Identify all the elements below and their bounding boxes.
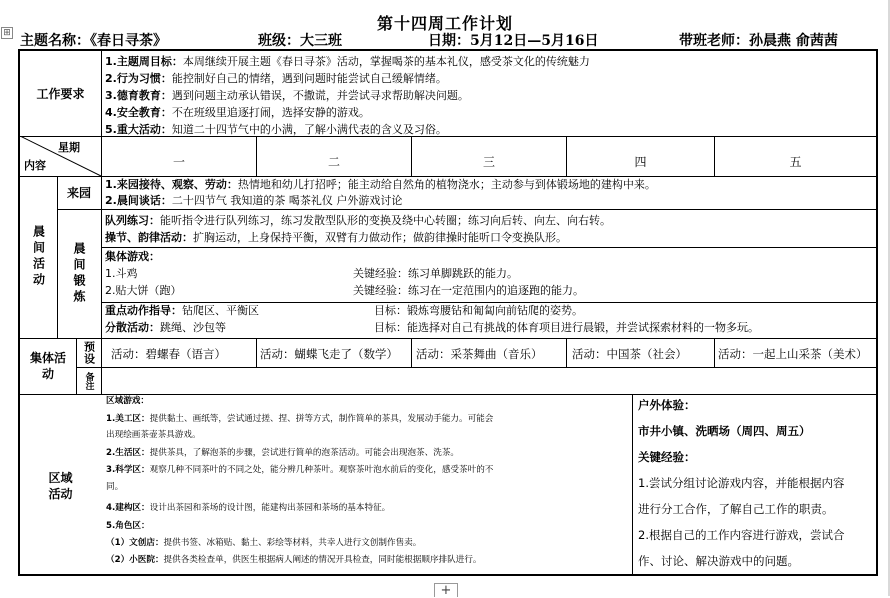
activity-thursday: 活动：中国茶（社会） [572, 347, 687, 361]
area-line: 5.角色区： [106, 521, 150, 531]
theme-name: 主题名称：《春日寻茶》 [20, 33, 167, 49]
key-guidance: 重点动作指导：钻爬区、平衡区 [105, 304, 259, 317]
key-experience-title: 关键经验： [638, 450, 696, 464]
weekday-label: 星期 [58, 141, 80, 154]
requirement-item: 4.安全教育：不在班级里追逐打闹，选择安静的游戏。 [105, 106, 370, 119]
requirement-item: 3.德育教育：遇到问题主动承认错误，不撒谎，并尝试寻求帮助解决问题。 [105, 89, 469, 102]
key-experience-line: 2.根据自己的工作内容进行游戏，尝试合 [638, 528, 845, 542]
day-friday: 五 [789, 155, 802, 169]
area-line: 1.美工区：提供黏土、画纸等，尝试通过搓、捏、拼等方式，制作简单的茶具，发展动手能力。可能会 [106, 414, 494, 424]
date-range: 日期：5月12日—5月16日 [428, 33, 599, 49]
area-line: 3.科学区：观察几种不同茶叶的不同之处，能分辨几种茶叶。观察茶叶泡水前后的变化，感受茶叶的不 [106, 465, 494, 475]
requirement-item: 2.行为习惯：能控制好自己的情绪，遇到问题时能尝试自己缓解情绪。 [105, 72, 447, 85]
activity-monday: 活动：碧螺春（语言） [111, 347, 226, 361]
key-experience-line: 1.尝试分组讨论游戏内容，并能根据内容 [638, 476, 845, 490]
content-label: 内容 [24, 159, 46, 172]
activity-friday: 活动：一起上山采茶（美术） [718, 347, 868, 361]
activity-wednesday: 活动：采茶舞曲（音乐） [416, 347, 543, 361]
area-games-title: 区域游戏： [106, 396, 149, 406]
day-monday: 一 [172, 155, 185, 169]
work-requirements-label: 工作要求 [36, 86, 85, 101]
teacher-names: 带班老师：孙晨燕 俞茜茜 [679, 33, 838, 49]
key-experience-line: 作、讨论、解决游戏中的问题。 [638, 554, 799, 568]
morning-activities-label: 晨间活动 [31, 225, 46, 289]
area-line: 出现绘画茶壶茶具游戏。 [106, 430, 201, 440]
add-row-button[interactable]: + [434, 583, 458, 597]
area-activities-label: 区域活动 [48, 471, 73, 501]
group-game-experience: 关键经验：练习单脚跳跃的能力。 [353, 267, 518, 280]
requirement-item: 1.主题周目标：本周继续开展主题《春日寻茶》活动，掌握喝茶的基本礼仪，感受茶文化的传统魅力 [105, 55, 590, 68]
outdoor-experience-title: 户外体验： [638, 398, 696, 412]
activity-tuesday: 活动：蝴蝶飞走了（数学） [260, 347, 398, 361]
area-line: （2）小医院：提供各类检查单，供医生根据病人阐述的情况开具检查，同时能根据顺序排队进行。 [106, 555, 482, 565]
group-game-name: 2.贴大饼（跑） [105, 284, 182, 297]
day-tuesday: 二 [327, 155, 340, 169]
plan-header [20, 30, 878, 48]
group-game-name: 1.斗鸡 [105, 267, 138, 280]
requirement-item: 5.重大活动：知道二十四节气中的小满，了解小满代表的含义及习俗。 [105, 123, 447, 136]
area-line: （1）文创店：提供书签、冰箱贴、黏土、彩绘等材料，共幸人进行文创制作售卖。 [106, 538, 422, 548]
collective-activities-label: 集体活动 [30, 351, 67, 381]
group-game-experience: 关键经验：练习在一定范围内的追逐跑的能力。 [353, 284, 584, 297]
class-name: 班级：大三班 [258, 33, 342, 49]
area-line: 同。 [106, 482, 124, 492]
area-line: 4.建构区：设计出茶园和茶场的设计图，能建构出茶园和茶场的基本特征。 [106, 503, 391, 513]
day-wednesday: 三 [482, 155, 495, 169]
arrival-line: 2.晨间谈话：二十四节气 我知道的茶 喝茶礼仪 户外游戏讨论 [105, 194, 403, 207]
note-label: 备注 [83, 371, 94, 390]
morning-exercise-label: 晨间锻炼 [72, 241, 86, 306]
group-activity-goal: 目标：能选择对自己有挑战的体育项目进行晨锻，并尝试探索材料的一物多玩。 [374, 321, 759, 334]
day-thursday: 四 [634, 155, 647, 169]
queue-practice: 队列练习：能听指令进行队列练习，练习发散型队形的变换及绕中心转圈；练习向后转、向左、向右转。 [105, 214, 611, 227]
work-plan-table [18, 49, 878, 576]
rhythm-activity: 操节、韵律活动：扩胸运动，上身保持平衡，双臂有力做动作；做韵律操时能听口令变换队形。 [105, 231, 567, 244]
key-experience-line: 进行分工合作，了解自己工作的职责。 [638, 502, 834, 516]
arrival-line: 1.来园接待、观察、劳动：热情地和幼儿打招呼；能主动给自然角的植物浇水；主动参与到体锻场地的建构中来。 [105, 178, 656, 191]
page-title: 第十四周工作计划 [376, 14, 513, 33]
key-guidance-goal: 目标：锻炼弯腰钻和匍匐向前钻爬的姿势。 [374, 304, 583, 317]
group-games-title: 集体游戏： [105, 250, 160, 263]
group-activity: 分散活动：跳绳、沙包等 [105, 321, 226, 334]
arrival-label: 来园 [66, 185, 91, 200]
preset-label: 预设 [82, 340, 96, 365]
table-move-handle[interactable]: ⊞ [1, 27, 13, 39]
outdoor-location: 市井小镇、洗晒场（周四、周五） [638, 424, 811, 438]
area-line: 2.生活区：提供茶具，了解泡茶的步骤，尝试进行简单的泡茶活动。可能会出现泡茶、洗茶。 [106, 448, 460, 458]
